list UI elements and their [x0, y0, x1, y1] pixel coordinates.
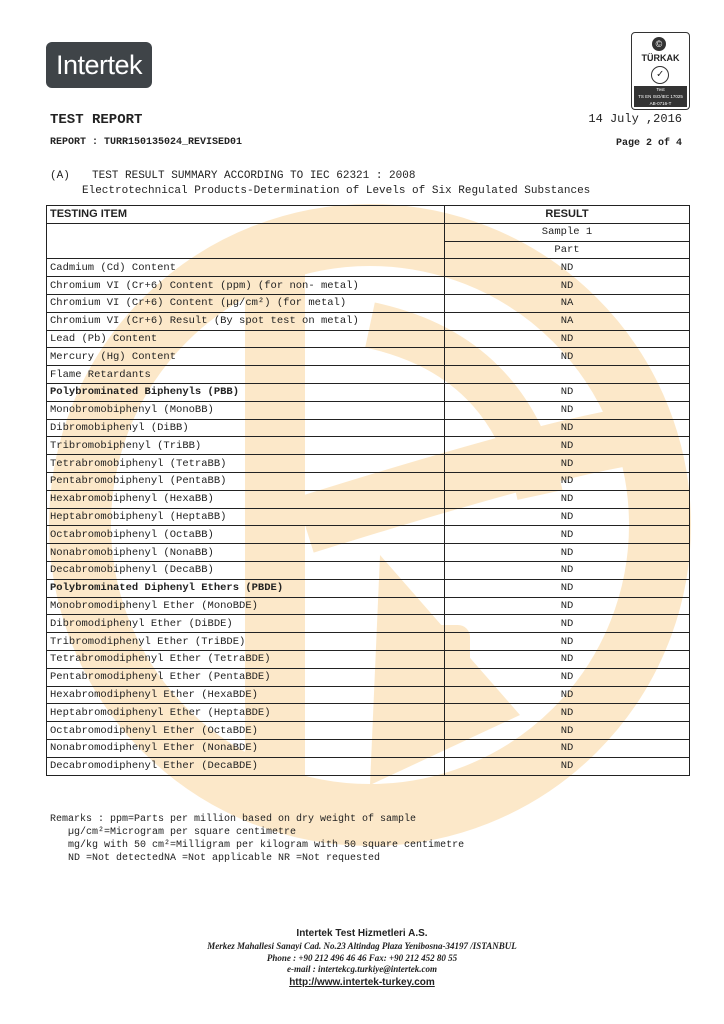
testing-item-cell: Polybrominated Biphenyls (PBB): [47, 383, 445, 401]
footer-email: e-mail : intertekcg.turkiye@intertek.com: [287, 964, 437, 974]
accreditation-band: [634, 86, 687, 107]
section-heading: [50, 170, 415, 182]
accreditation-line-3: AB-0716-T: [649, 101, 672, 106]
testing-item-cell: Tetrabromobiphenyl (TetraBB): [47, 455, 445, 473]
remarks-line: Remarks : ppm=Parts per million based on dry weight of sample: [50, 814, 417, 825]
result-cell: ND: [445, 650, 690, 668]
testing-item-cell: Flame Retardants: [47, 366, 445, 384]
table-row: [47, 561, 690, 579]
result-cell: ND: [445, 526, 690, 544]
intertek-logo: Intertek: [46, 42, 152, 88]
testing-item-cell: Octabromobiphenyl (OctaBB): [47, 526, 445, 544]
page-number: Page 2 of 4: [615, 138, 682, 149]
testing-item-cell: Hexabromobiphenyl (HexaBB): [47, 490, 445, 508]
table-row: [47, 277, 690, 295]
testing-item-cell: Heptabromobiphenyl (HeptaBB): [47, 508, 445, 526]
testing-item-cell: Chromium VI (Cr+6) Content (ppm) (for non- metal): [47, 277, 445, 295]
table-row: [47, 437, 690, 455]
result-cell: ND: [445, 401, 690, 419]
testing-item-cell: Octabromodiphenyl Ether (OctaBDE): [47, 722, 445, 740]
accreditation-name: TÜRKAK: [641, 53, 680, 63]
table-row: [47, 544, 690, 562]
testing-item-cell: Decabromobiphenyl (DecaBB): [47, 561, 445, 579]
result-header: RESULT: [445, 206, 690, 224]
result-cell: ND: [445, 455, 690, 473]
testing-item-cell: Cadmium (Cd) Content: [47, 259, 445, 277]
result-cell: ND: [445, 633, 690, 651]
footer-address: Merkez Mahallesi Sanayi Cad. No.23 Altindag Plaza Yenibosna-34197 /ISTANBUL: [207, 941, 517, 951]
table-row: [47, 597, 690, 615]
table-row: [47, 686, 690, 704]
testing-item-cell: Polybrominated Diphenyl Ethers (PBDE): [47, 579, 445, 597]
testing-item-cell: Dibromodiphenyl Ether (DiBDE): [47, 615, 445, 633]
remarks-line: µg/cm²=Microgram per square centimetre: [50, 827, 297, 838]
part-label: Part: [445, 241, 690, 259]
result-cell: ND: [445, 722, 690, 740]
testing-item-cell: Pentabromodiphenyl Ether (PentaBDE): [47, 668, 445, 686]
result-cell: ND: [445, 686, 690, 704]
section-title: TEST RESULT SUMMARY ACCORDING TO IEC 62321 : 2008: [92, 170, 416, 182]
table-row: [47, 472, 690, 490]
table-row: [47, 508, 690, 526]
copyright-icon: ©: [652, 37, 666, 51]
accreditation-line-1: Test: [656, 87, 665, 92]
result-cell: ND: [445, 277, 690, 295]
report-date: 14 July ,2016: [588, 112, 682, 126]
testing-item-cell: Chromium VI (Cr+6) Content (µg/cm²) (for metal): [47, 294, 445, 312]
remarks: [50, 813, 464, 865]
result-cell: ND: [445, 668, 690, 686]
checkmark-icon: ✓: [651, 66, 669, 84]
result-cell: ND: [445, 472, 690, 490]
remarks-line: mg/kg with 50 cm²=Milligram per kilogram with 50 square centimetre: [50, 840, 465, 851]
table-row: [47, 704, 690, 722]
testing-item-cell: Mercury (Hg) Content: [47, 348, 445, 366]
result-cell: ND: [445, 757, 690, 775]
turkak-accreditation-badge: [631, 32, 690, 110]
table-row: [47, 259, 690, 277]
testing-item-cell: Lead (Pb) Content: [47, 330, 445, 348]
table-row: [47, 294, 690, 312]
table-row: [47, 579, 690, 597]
result-cell: ND: [445, 437, 690, 455]
table-row: [47, 615, 690, 633]
table-row: [47, 739, 690, 757]
result-cell: NA: [445, 312, 690, 330]
footer: [0, 928, 724, 988]
blank-cell: [47, 223, 445, 259]
result-cell: ND: [445, 739, 690, 757]
report-number: REPORT : TURR150135024_REVISED01: [50, 137, 243, 148]
table-row: [47, 633, 690, 651]
testing-item-cell: Monobromodiphenyl Ether (MonoBDE): [47, 597, 445, 615]
result-cell: ND: [445, 330, 690, 348]
result-cell: ND: [445, 597, 690, 615]
table-row: [47, 401, 690, 419]
result-cell: ND: [445, 419, 690, 437]
result-cell: ND: [445, 348, 690, 366]
testing-item-header: TESTING ITEM: [47, 206, 445, 224]
table-row: [47, 650, 690, 668]
table-row: [47, 490, 690, 508]
testing-item-cell: Heptabromodiphenyl Ether (HeptaBDE): [47, 704, 445, 722]
result-cell: ND: [445, 544, 690, 562]
table-row: [47, 526, 690, 544]
result-cell: ND: [445, 561, 690, 579]
testing-item-cell: Decabromodiphenyl Ether (DecaBDE): [47, 757, 445, 775]
result-cell: ND: [445, 383, 690, 401]
remarks-line: ND =Not detectedNA =Not applicable NR =Not requested: [50, 853, 381, 864]
table-row: [47, 455, 690, 473]
table-row: [47, 348, 690, 366]
testing-item-cell: Hexabromodiphenyl Ether (HexaBDE): [47, 686, 445, 704]
sample-label: Sample 1: [445, 223, 690, 241]
result-cell: NA: [445, 294, 690, 312]
testing-item-cell: Tribromobiphenyl (TriBB): [47, 437, 445, 455]
table-row: [47, 312, 690, 330]
table-row: [47, 757, 690, 775]
table-header-row: [47, 206, 690, 224]
testing-item-cell: Nonabromodiphenyl Ether (NonaBDE): [47, 739, 445, 757]
table-row: [47, 383, 690, 401]
results-table: [46, 205, 690, 776]
result-cell: [445, 366, 690, 384]
result-cell: ND: [445, 579, 690, 597]
table-row: [47, 722, 690, 740]
table-row: [47, 330, 690, 348]
table-row: [47, 419, 690, 437]
footer-company: Intertek Test Hizmetleri A.S.: [296, 928, 428, 939]
result-cell: ND: [445, 615, 690, 633]
testing-item-cell: Chromium VI (Cr+6) Result (By spot test on metal): [47, 312, 445, 330]
testing-item-cell: Nonabromobiphenyl (NonaBB): [47, 544, 445, 562]
testing-item-cell: Tetrabromodiphenyl Ether (TetraBDE): [47, 650, 445, 668]
result-cell: ND: [445, 490, 690, 508]
result-cell: ND: [445, 704, 690, 722]
table-row: [47, 668, 690, 686]
footer-url[interactable]: http://www.intertek-turkey.com: [289, 976, 435, 988]
section-label: (A): [50, 170, 70, 182]
result-cell: ND: [445, 259, 690, 277]
testing-item-cell: Tribromodiphenyl Ether (TriBDE): [47, 633, 445, 651]
table-sample-row: [47, 223, 690, 241]
testing-item-cell: Pentabromobiphenyl (PentaBB): [47, 472, 445, 490]
report-title: TEST REPORT: [50, 112, 143, 128]
section-subheading: Electrotechnical Products-Determination of Levels of Six Regulated Substances: [82, 185, 591, 197]
table-row: [47, 366, 690, 384]
testing-item-cell: Monobromobiphenyl (MonoBB): [47, 401, 445, 419]
footer-phone: Phone : +90 212 496 46 46 Fax: +90 212 452 80 55: [266, 952, 458, 963]
testing-item-cell: Dibromobiphenyl (DiBB): [47, 419, 445, 437]
accreditation-line-2: TS EN ISO/IEC 17025: [638, 94, 683, 99]
result-cell: ND: [445, 508, 690, 526]
